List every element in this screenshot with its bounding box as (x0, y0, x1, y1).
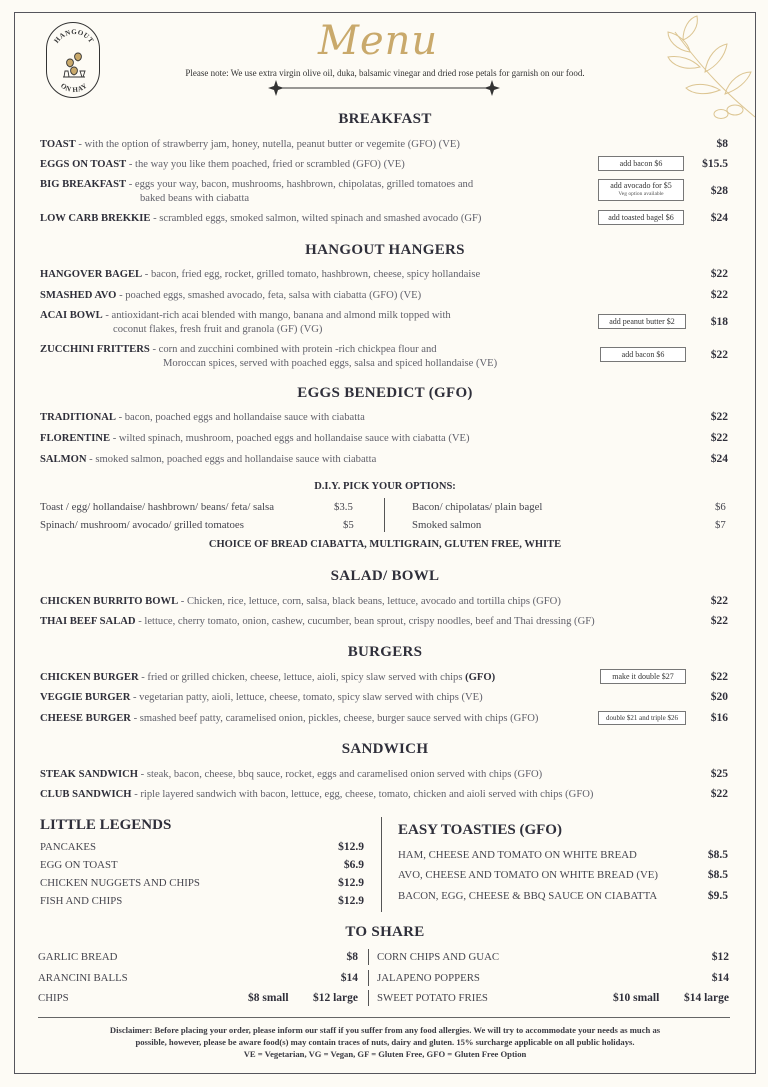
price: $6.9 (343, 859, 364, 871)
bread-choice: CHOICE OF BREAD CIABATTA, MULTIGRAIN, GLUTEN FREE, WHITE (208, 539, 562, 550)
menu-item-desc-cont: Moroccan spices, served with poached eggs, salsa and spiced hollandaise (VE) (163, 358, 498, 369)
diy-price: $3.5 (334, 501, 353, 513)
menu-item-big-breakfast: BIG BREAKFAST - eggs your way, bacon, mushrooms, hashbrown, chipolatas, grilled tomatoes and (40, 179, 474, 190)
price: $15.5 (702, 158, 728, 170)
menu-item-steak-sandwich: STEAK SANDWICH - steak, bacon, cheese, bbq sauce, rocket, eggs and caramelised onion served with chips (GFO) (40, 769, 543, 780)
price: $22 (710, 411, 728, 423)
price: $22 (710, 349, 728, 361)
svg-text:ON HAY (59, 82, 89, 95)
price: $22 (710, 289, 728, 301)
price: $8.5 (707, 849, 728, 861)
price: $12.9 (338, 841, 364, 853)
price: $22 (710, 432, 728, 444)
price-large: $14 large (683, 992, 729, 1004)
section-heading-breakfast: BREAKFAST (338, 111, 432, 127)
menu-item-zucchini-fritters: ZUCCHINI FRITTERS - corn and zucchini combined with protein -rich chickpea flour and (40, 344, 437, 355)
menu-item-salmon: SALMON - smoked salmon, poached eggs and hollandaise sauce with ciabatta (40, 454, 377, 465)
addon-badge: add peanut butter $2 (598, 314, 686, 329)
menu-item-chicken-burger: CHICKEN BURGER - fried or grilled chicken, cheese, lettuce, aioli, spicy slaw served with chips (GFO) (40, 672, 496, 683)
price: $22 (710, 788, 728, 800)
addon-badge: double $21 and triple $26 (598, 711, 686, 725)
price-large: $12 large (312, 992, 358, 1004)
menu-title: Menu (318, 18, 439, 64)
diy-heading: D.I.Y. PICK YOUR OPTIONS: (314, 481, 456, 492)
price: $9.5 (707, 890, 728, 902)
kids-item: PANCAKES (40, 841, 97, 853)
diy-option: Bacon/ chipolatas/ plain bagel (412, 501, 543, 513)
share-item: ARANCINI BALLS (38, 972, 128, 984)
price: $22 (710, 615, 728, 627)
price: $25 (710, 768, 728, 780)
share-item: CORN CHIPS AND GUAC (377, 951, 500, 963)
menu-item-cheese-burger: CHEESE BURGER - smashed beef patty, caramelised onion, pickles, cheese, burger sauce served with chips (GFO) (40, 713, 539, 724)
star-icon (268, 80, 284, 96)
price: $8 (716, 138, 728, 150)
diy-price: $5 (343, 519, 354, 531)
menu-item-eggs-on-toast: EGGS ON TOAST - the way you like them poached, fried or scrambled (GFO) (VE) (40, 159, 405, 170)
star-icon (484, 80, 500, 96)
menu-item-toast: TOAST - with the option of strawberry jam, honey, nutella, peanut butter or vegemite (GFO) (VE) (40, 139, 460, 150)
addon-badge: add bacon $6 (600, 347, 686, 362)
section-heading-toasties: EASY TOASTIES (GFO) (398, 822, 562, 838)
share-item: CHIPS (38, 992, 69, 1004)
price-small: $8 small (248, 992, 289, 1004)
hangout-logo (46, 22, 100, 98)
menu-item-thai-beef-salad: THAI BEEF SALAD - lettuce, cherry tomato, onion, cashew, cucumber, bean sprout, crispy noodles, beef and Thai dressing (GF) (40, 616, 595, 627)
price: $20 (710, 691, 728, 703)
menu-item-low-carb-brekkie: LOW CARB BREKKIE - scrambled eggs, smoked salmon, wilted spinach and smashed avocado (GF) (40, 213, 482, 224)
share-divider (368, 970, 369, 986)
section-heading-little-legends: LITTLE LEGENDS (40, 817, 172, 833)
allergy-disclaimer: Disclaimer: Before placing your order, please inform our staff if you suffer from any food allergies. We will try to accommodate your needs as much as possible, however, please be aware food(s) may contain traces of nuts, dairy and gluten. 15% surcharge applicable on all public holidays. VE = Vegetarian, VG = Vegan, GF = Gluten Free, GFO = Gluten Free Option (109, 1025, 661, 1059)
diy-option: Smoked salmon (412, 519, 482, 531)
kids-item: FISH AND CHIPS (40, 895, 123, 907)
section-heading-burgers: BURGERS (347, 644, 423, 660)
price-small: $10 small (613, 992, 660, 1004)
menu-item-hangover-bagel: HANGOVER BAGEL - bacon, fried egg, rocket, grilled tomato, hashbrown, cheese, spicy hollandaise (40, 269, 481, 280)
toastie-item: AVO, CHEESE AND TOMATO ON WHITE BREAD (VE) (398, 869, 658, 881)
toastie-item: BACON, EGG, CHEESE & BBQ SAUCE ON CIABATTA (398, 890, 658, 902)
menu-item-club-sandwich: CLUB SANDWICH - riple layered sandwich with bacon, lettuce, egg, cheese, tomato, chicken and aioli served with chips (GFO) (40, 789, 594, 800)
menu-item-veggie-burger: VEGGIE BURGER - vegetarian patty, aioli, lettuce, cheese, tomato, spicy slaw served with chips (VE) (40, 692, 483, 703)
addon-badge: make it double $27 (600, 669, 686, 684)
price: $8.5 (707, 869, 728, 881)
price: $8 (346, 951, 358, 963)
price: $28 (710, 185, 728, 197)
svg-text:HANGOUT (53, 28, 96, 45)
menu-item-desc-cont: coconut flakes, fresh fruit and granola (GF) (VG) (113, 324, 323, 335)
kids-item: CHICKEN NUGGETS AND CHIPS (40, 877, 200, 889)
share-item: JALAPENO POPPERS (377, 972, 480, 984)
share-item: GARLIC BREAD (38, 951, 118, 963)
toastie-item: HAM, CHEESE AND TOMATO ON WHITE BREAD (398, 849, 637, 861)
menu-item-traditional: TRADITIONAL - bacon, poached eggs and hollandaise sauce with ciabatta (40, 412, 365, 423)
price: $12.9 (338, 877, 364, 889)
price: $14 (340, 972, 358, 984)
section-heading-sandwich: SANDWICH (341, 741, 429, 757)
menu-item-florentine: FLORENTINE - wilted spinach, mushroom, poached eggs and hollandaise sauce with ciabatta (VE) (40, 433, 470, 444)
price: $12.9 (338, 895, 364, 907)
diy-divider (384, 498, 385, 532)
olive-oil-note: Please note: We use extra virgin olive oil, duka, balsamic vinegar and dried rose petals for garnish on our food. (185, 68, 585, 78)
diy-option: Spinach/ mushroom/ avocado/ grilled tomatoes (40, 519, 244, 531)
price: $16 (710, 712, 728, 724)
section-heading-to-share: TO SHARE (345, 924, 425, 940)
menu-item-chicken-burrito-bowl: CHICKEN BURRITO BOWL - Chicken, rice, lettuce, corn, salsa, black beans, lettuce, avocado and tortilla chips (GFO) (40, 596, 561, 607)
column-divider (381, 817, 382, 912)
section-heading-benedict: EGGS BENEDICT (GFO) (297, 385, 473, 401)
ornament-divider (268, 80, 500, 96)
price: $18 (710, 316, 728, 328)
price: $14 (711, 972, 729, 984)
footer-divider (38, 1017, 730, 1018)
addon-badge: add avocado for $5 Veg option available (598, 179, 684, 201)
share-divider (368, 990, 369, 1006)
kids-item: EGG ON TOAST (40, 859, 118, 871)
price: $22 (710, 268, 728, 280)
diy-price: $6 (715, 501, 726, 513)
section-heading-salad: SALAD/ BOWL (330, 568, 440, 584)
price: $22 (710, 595, 728, 607)
price: $24 (710, 212, 728, 224)
share-item: SWEET POTATO FRIES (377, 992, 488, 1004)
addon-badge: add toasted bagel $6 (598, 210, 684, 225)
diy-price: $7 (715, 519, 726, 531)
price: $12 (711, 951, 729, 963)
share-divider (368, 949, 369, 965)
diy-option: Toast / egg/ hollandaise/ hashbrown/ beans/ feta/ salsa (40, 501, 275, 513)
menu-item-acai-bowl: ACAI BOWL - antioxidant-rich acai blended with mango, banana and almond milk topped with (40, 310, 451, 321)
price: $24 (710, 453, 728, 465)
section-heading-hangers: HANGOUT HANGERS (305, 242, 465, 258)
logo-emblem-icon (47, 23, 101, 99)
logo-bottom-text: ON HAY (59, 81, 89, 95)
menu-item-desc-cont: baked beans with ciabatta (140, 193, 250, 204)
addon-badge: add bacon $6 (598, 156, 684, 171)
price: $22 (710, 671, 728, 683)
logo-top-text: HANGOUT (52, 27, 96, 45)
menu-item-smashed-avo: SMASHED AVO - poached eggs, smashed avocado, feta, salsa with ciabatta (GFO) (VE) (40, 290, 422, 301)
